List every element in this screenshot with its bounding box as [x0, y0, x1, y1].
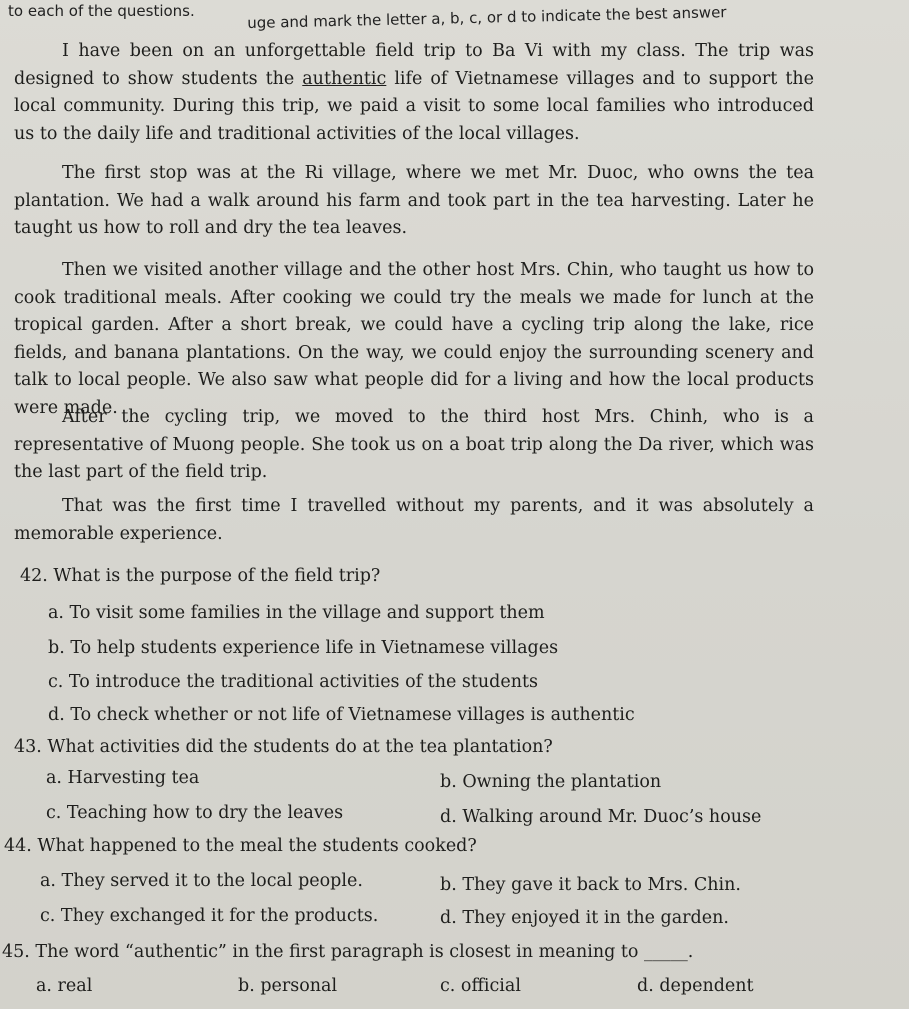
passage-paragraph-1 [14, 38, 814, 148]
paragraph-text: life of Vietnamese villages and to support the local community. During this trip, we paid a visit to some local families who introduced us to the daily life and traditional activities of the local villages. [14, 68, 814, 144]
question-42-option-d[interactable]: d. To check whether or not life of Vietnamese villages is authentic [48, 705, 635, 725]
question-43-option-d[interactable]: d. Walking around Mr. Duoc’s house [440, 807, 762, 827]
question-44-option-b[interactable]: b. They gave it back to Mrs. Chin. [440, 875, 741, 895]
question-45-option-a[interactable]: a. real [36, 976, 93, 996]
question-43-stem: 43. What activities did the students do at the tea plantation? [14, 737, 553, 757]
question-42-stem: 42. What is the purpose of the field trip? [20, 566, 381, 586]
question-43-option-b[interactable]: b. Owning the plantation [440, 772, 662, 792]
question-45-stem: 45. The word “authentic” in the first paragraph is closest in meaning to _____. [2, 942, 694, 962]
question-43-option-c[interactable]: c. Teaching how to dry the leaves [46, 803, 344, 823]
passage-paragraph-5: That was the first time I travelled without my parents, and it was absolutely a memorable experience. [14, 496, 814, 544]
question-42-option-c[interactable]: c. To introduce the traditional activities of the students [48, 672, 539, 692]
paragraph-text: I have been on an unforgettable field trip to Ba Vi with my class. The trip was designed to show students the [14, 41, 814, 89]
question-44-option-d[interactable]: d. They enjoyed it in the garden. [440, 908, 729, 928]
question-45-option-c[interactable]: c. official [440, 976, 521, 996]
question-44-stem: 44. What happened to the meal the students cooked? [4, 836, 477, 856]
question-43-option-a[interactable]: a. Harvesting tea [46, 768, 200, 788]
question-44-option-a[interactable]: a. They served it to the local people. [40, 871, 363, 891]
passage-paragraph-4: After the cycling trip, we moved to the third host Mrs. Chinh, who is a representative of Muong people. She took us on a boat trip along the Da river, which was the last part of the field trip. [14, 407, 814, 482]
instruction-fragment-left: to each of the questions. [8, 2, 195, 20]
question-45-option-b[interactable]: b. personal [238, 976, 338, 996]
question-44-option-c[interactable]: c. They exchanged it for the products. [40, 906, 379, 926]
underlined-word-authentic: authentic [302, 68, 387, 89]
instruction-line: uge and mark the letter a, b, c, or d to indicate the best answer [247, 3, 727, 32]
question-45-option-d[interactable]: d. dependent [637, 976, 754, 996]
passage-paragraph-3: Then we visited another village and the other host Mrs. Chin, who taught us how to cook traditional meals. After cooking we could try the meals we made for lunch at the tropical garden. After a short break, we could have a cycling trip along the lake, rice fields, and banana plantations. On the way, we could enjoy the surrounding scenery and talk to local people. We also saw what people did for a living and how the local products were made. [14, 260, 814, 418]
question-42-option-a[interactable]: a. To visit some families in the village and support them [48, 603, 545, 623]
passage-paragraph-2: The first stop was at the Ri village, where we met Mr. Duoc, who owns the tea plantation. We had a walk around his farm and took part in the tea harvesting. Later he taught us how to roll and dry the tea leaves. [14, 163, 814, 238]
question-42-option-b[interactable]: b. To help students experience life in Vietnamese villages [48, 638, 559, 658]
